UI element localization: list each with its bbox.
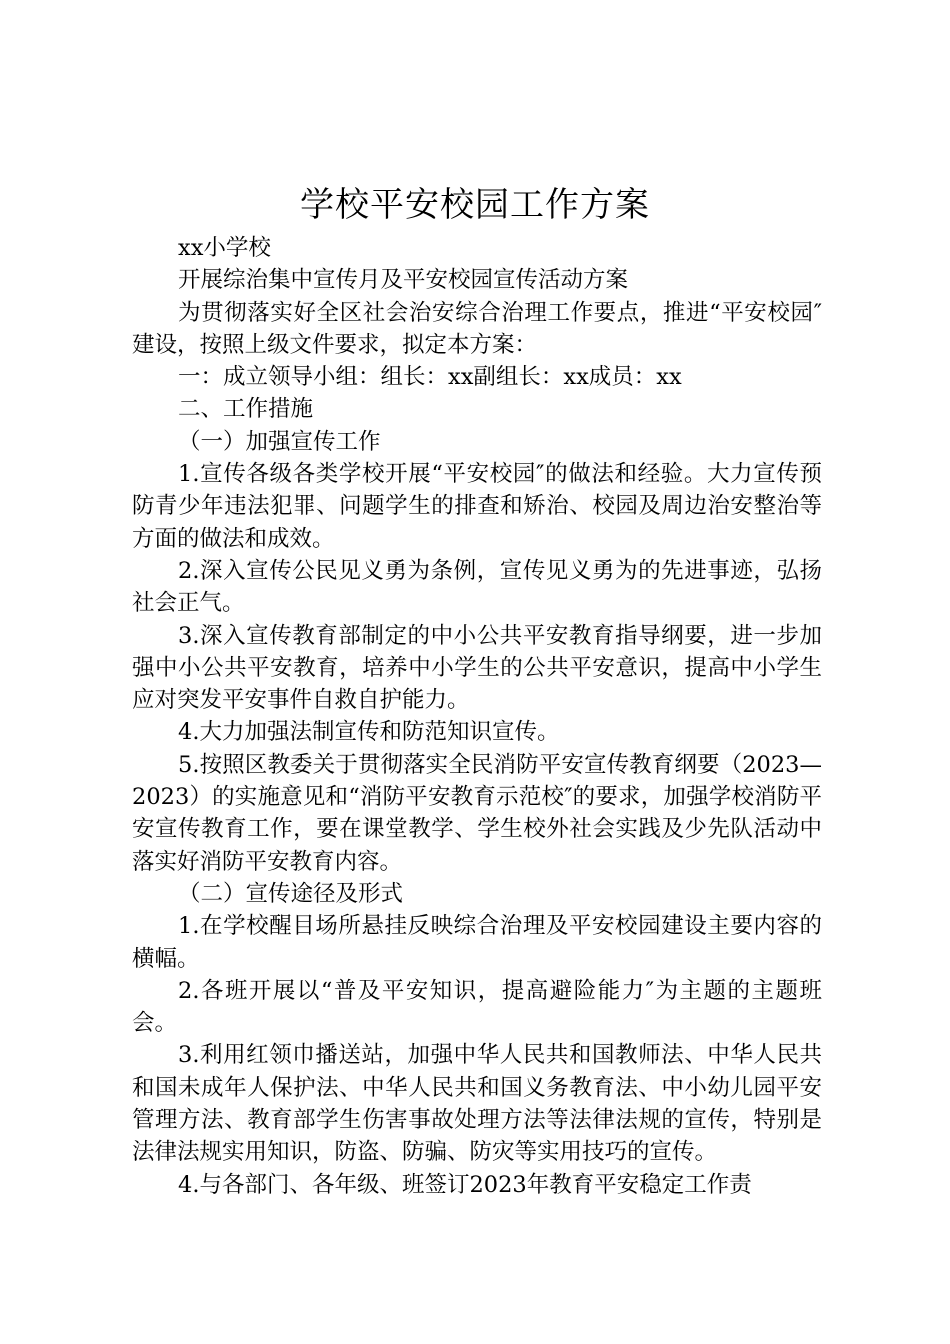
heading-publicity-work: （一）加强宣传工作 (178, 428, 381, 455)
paragraph-school-name: xx小学校 (178, 235, 271, 261)
paragraph-leadership-group: 一：成立领导小组：组长：xx副组长：xx成员：xx (178, 364, 682, 391)
paragraph-item-4: 4.大力加强法制宣传和防范知识宣传。 (178, 719, 560, 746)
document-body (132, 232, 822, 1201)
paragraph-subtitle: 开展综治集中宣传月及平安校园宣传活动方案 (178, 267, 629, 294)
paragraph-channel-2: 2.各班开展以“普及平安知识，提高避险能力″为主题的主题班会。 (132, 977, 822, 1037)
paragraph-item-3: 3.深入宣传教育部制定的中小公共平安教育指导纲要，进一步加强中小公共平安教育，培养中小学生的公共平安意识，提高中小学生应对突发平安事件自救自护能力。 (132, 622, 822, 714)
heading-work-measures: 二、工作措施 (178, 396, 314, 423)
paragraph-channel-1: 1.在学校醒目场所悬挂反映综合治理及平安校园建设主要内容的横幅。 (132, 913, 822, 972)
paragraph-item-2: 2.深入宣传公民见义勇为条例，宣传见义勇为的先进事迹，弘扬社会正气。 (132, 557, 822, 617)
paragraph-item-1: 1.宣传各级各类学校开展“平安校园″的做法和经验。大力宣传预防青少年违法犯罪、问题学生的排查和矫治、校园及周边治安整治等方面的做法和成效。 (132, 461, 822, 552)
paragraph-channel-3: 3.利用红领巾播送站，加强中华人民共和国教师法、中华人民共和国未成年人保护法、中华人民共和国义务教育法、中小幼儿园平安管理方法、教育部学生伤害事故处理方法等法律法规的宣传，特别是法律法规实用知识，防盗、防骗、防灾等实用技巧的宣传。 (132, 1042, 822, 1166)
paragraph-intro: 为贯彻落实好全区社会治安综合治理工作要点，推进“平安校园″建设，按照上级文件要求，拟定本方案： (132, 299, 822, 358)
document-title: 学校平安校园工作方案 (300, 185, 650, 225)
paragraph-item-5: 5.按照区教委关于贯彻落实全民消防平安宣传教育纲要（2023—2023）的实施意见和“消防平安教育示范校″的要求，加强学校消防平安宣传教育工作，要在课堂教学、学生校外社会实践及少先队活动中落实好消防平安教育内容。 (132, 751, 822, 875)
paragraph-channel-4: 4.与各部门、各年级、班签订2023年教育平安稳定工作责 (178, 1171, 752, 1198)
heading-publicity-channels: （二）宣传途径及形式 (178, 880, 404, 907)
